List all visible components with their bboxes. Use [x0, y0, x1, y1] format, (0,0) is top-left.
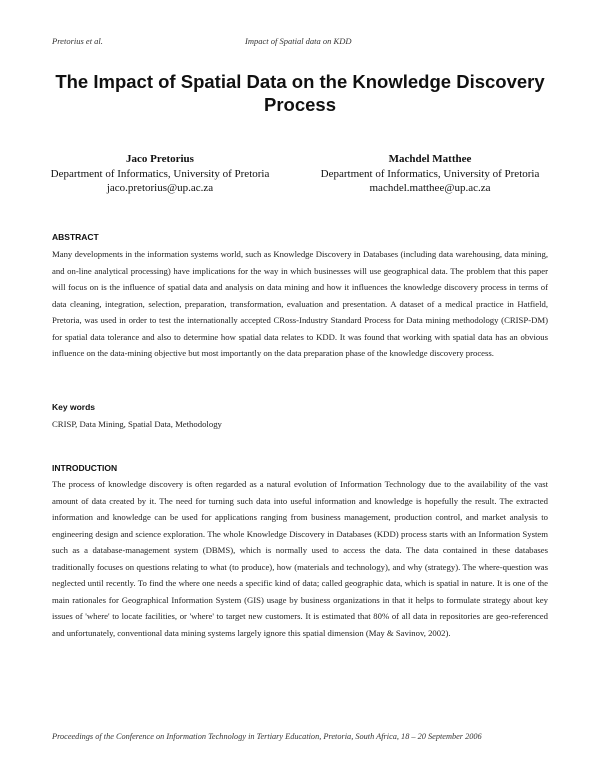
keywords-heading: Key words [52, 402, 95, 412]
author-name: Jaco Pretorius [126, 153, 194, 165]
running-header-title: Impact of Spatial data on KDD [245, 36, 352, 46]
author-affiliation: Department of Informatics, University of Pretoria [50, 167, 270, 180]
keywords-text: CRISP, Data Mining, Spatial Data, Methodology [52, 419, 222, 429]
author-email: jaco.pretorius@up.ac.za [106, 182, 214, 194]
abstract-text: Many developments in the information systems world, such as Knowledge Discovery in Databases (including data warehousing, data mining, and on-line analytical processing) have implications for the way in which businesses will use geographical data. The problem that this paper will focus on is the influence of spatial data and analysis on data mining and how it influences the knowledge discovery process in terms of data cleaning, integration, selection, preparation, transformation, evaluation and presentation. A dataset of a medical practice in Hatfield, Pretoria, was used in order to test the internationally accepted CRoss-Industry Standard Process for Data mining methodology (CRISP-DM) for spatial data tolerance and also to determine how spatial data relates to KDD. It was found that working with spatial data has an obvious influence on the data-mining objective but most importantly on the data preparation phase of the knowledge discovery process. [52, 249, 548, 358]
author-name: Machdel Matthee [388, 153, 472, 165]
author-block-1 [30, 152, 290, 196]
introduction-text: The process of knowledge discovery is often regarded as a natural evolution of Information Technology due to the availability of the vast amount of data created by it. The need for turning such data into useful information and knowledge is hopefully the result. The extracted information and knowledge can be used for applications ranging from business management, production control, and market analysis to engineering design and science exploration. The whole Knowledge Discovery in Databases (KDD) process starts with an Information System such as a database-management system (DBMS), which is normally used to access the data. The data contained in these databases traditionally focuses on questions relating to what (to produce), how (materials and technology), and why (strategy). The where-question was neglected until recently. To find the where one needs a specific kind of data; called geographic data, which is spatial in nature. It is one of the main rationales for Geographical Information System (GIS) usage by business organizations in that it helps to formulate strategy about key issues of 'where' to locate facilities, or 'where' to target new customers. It is estimated that 80% of all data in repositories are geo-referenced and unfortunately, conventional data mining systems largely ignore this spatial dimension (May & Savinov, 2002). [52, 479, 548, 638]
author-affiliation: Department of Informatics, University of Pretoria [320, 167, 540, 180]
page-footer: Proceedings of the Conference on Information Technology in Tertiary Education, Pretoria, South Africa, 18 – 20 September 2006 [52, 732, 482, 741]
author-email: machdel.matthee@up.ac.za [369, 182, 491, 194]
author-block-2 [300, 152, 560, 196]
introduction-heading: INTRODUCTION [52, 463, 118, 473]
running-header-authors: Pretorius et al. [52, 36, 103, 46]
paper-title: The Impact of Spatial Data on the Knowledge Discovery Process [55, 71, 545, 115]
running-header [52, 36, 552, 48]
abstract-heading: ABSTRACT [52, 232, 99, 242]
